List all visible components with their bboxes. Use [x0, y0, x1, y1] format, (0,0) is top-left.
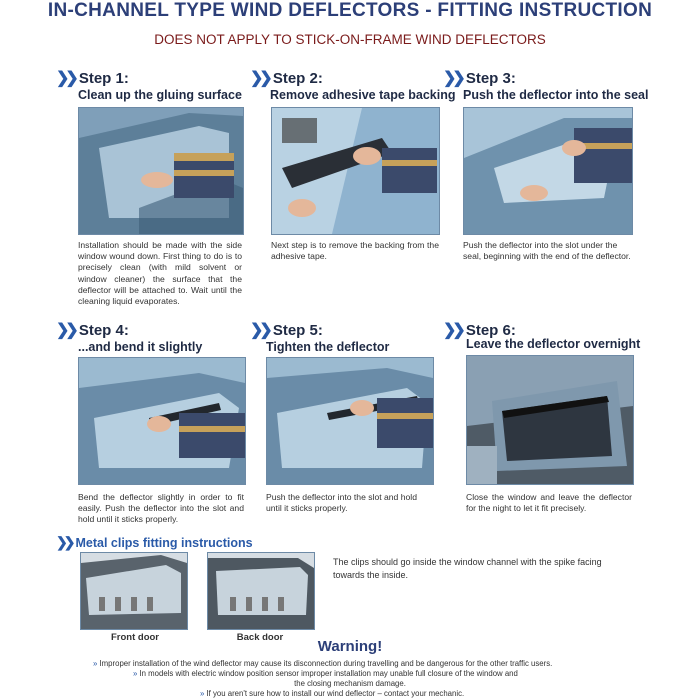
double-chevron-right-icon: ❯❯: [443, 322, 462, 339]
step-6-label: Step 6:: [465, 321, 516, 339]
step-5-caption: Tighten the deflector: [266, 340, 390, 354]
step-6-description: Close the window and leave the deflector for the night to let it fit precisely.: [466, 492, 632, 514]
double-chevron-right-icon: »: [93, 659, 98, 668]
step-5-description: Push the deflector into the slot and hold until it sticks properly.: [266, 492, 417, 514]
step-4-photo: [78, 357, 246, 485]
step-2-description: Next step is to remove the backing from the adhesive tape.: [271, 240, 439, 262]
page-title: IN-CHANNEL TYPE WIND DEFLECTORS - FITTING INSTRUCTION: [47, 0, 653, 21]
step-4-caption: ...and bend it slightly: [78, 340, 203, 354]
front-door-photo: [80, 552, 188, 630]
clips-description: The clips should go inside the window channel with the spike facing towards the inside.: [333, 557, 602, 580]
step-5-label: Step 5:: [272, 321, 323, 339]
warning-line-1-text: Improper installation of the wind deflector may cause its disconnection during travelling and be dangerous for the other traffic users.: [99, 659, 553, 668]
step-1-heading: [56, 68, 129, 88]
step-4-description: Bend the deflector slightly in order to fit easily. Push the deflector into the slot and hold until it sticks properly.: [78, 492, 244, 525]
clips-heading: [56, 534, 253, 551]
clips-heading-text: Metal clips fitting instructions: [75, 535, 253, 550]
step-2-photo: [271, 107, 440, 235]
step-6-photo: [466, 355, 634, 485]
warning-line-1: [93, 659, 552, 668]
double-chevron-right-icon: ❯❯: [56, 534, 72, 550]
double-chevron-right-icon: ❯❯: [56, 322, 75, 339]
step-3-label: Step 3:: [465, 69, 516, 87]
front-door-label: Front door: [110, 632, 159, 643]
step-4-heading: [56, 320, 129, 340]
double-chevron-right-icon: »: [200, 689, 205, 698]
step-5-heading: [250, 320, 323, 340]
step-1-caption: Clean up the gluing surface: [78, 88, 242, 102]
step-2-heading: [250, 68, 323, 88]
warning-line-3: the closing mechanism damage.: [294, 679, 406, 688]
step-3-photo: [463, 107, 633, 235]
warning-title: Warning!: [317, 638, 383, 655]
double-chevron-right-icon: ❯❯: [250, 322, 269, 339]
step-2-label: Step 2:: [272, 69, 323, 87]
step-6-caption: Leave the deflector overnight: [466, 337, 641, 351]
step-1-label: Step 1:: [78, 69, 129, 87]
step-1-photo: [78, 107, 244, 235]
step-2-caption: Remove adhesive tape backing: [270, 88, 456, 102]
double-chevron-right-icon: ❯❯: [443, 70, 462, 87]
back-door-label: Back door: [236, 632, 284, 643]
step-1-description: Installation should be made with the side window wound down. First thing to do is to precisely clean (with mild solvent or window cleaner) the surface that the deflector will be attached to. Wait until the cleaning liquid evaporates.: [78, 240, 242, 307]
warning-line-4: [200, 689, 464, 698]
step-3-description: Push the deflector into the slot under the seal, beginning with the end of the deflector.: [463, 240, 631, 262]
step-3-caption: Push the deflector into the seal: [463, 88, 649, 102]
warning-line-2-text: In models with electric window position sensor improper installation may unable full closure of the window and: [139, 669, 518, 678]
step-5-photo: [266, 357, 434, 485]
page-subtitle: DOES NOT APPLY TO STICK-ON-FRAME WIND DEFLECTORS: [154, 32, 546, 47]
step-3-heading: [443, 68, 516, 88]
back-door-photo: [207, 552, 315, 630]
warning-line-2: [133, 669, 518, 678]
double-chevron-right-icon: ❯❯: [56, 70, 75, 87]
double-chevron-right-icon: ❯❯: [250, 70, 269, 87]
warning-line-4-text: If you aren't sure how to install our wind deflector – contact your mechanic.: [206, 689, 465, 698]
step-4-label: Step 4:: [78, 321, 129, 339]
double-chevron-right-icon: »: [133, 669, 138, 678]
